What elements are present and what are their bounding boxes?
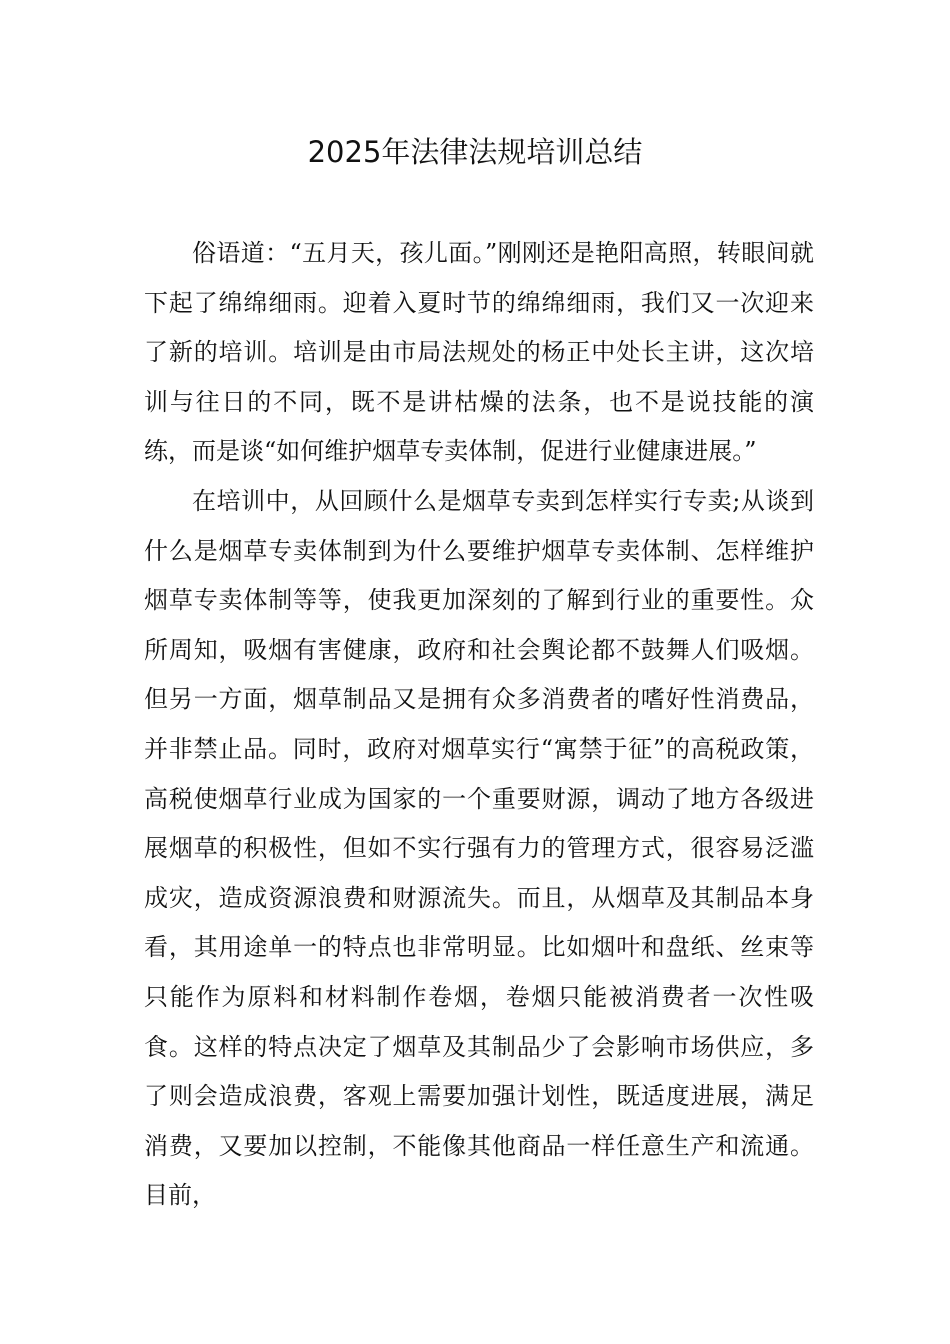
document-body	[144, 229, 814, 1221]
document-title: 2025年法律法规培训总结	[307, 135, 643, 169]
paragraph-1: 俗语道：“五月天，孩儿面。”刚刚还是艳阳高照，转眼间就下起了绵绵细雨。迎着入夏时节的绵绵细雨，我们又一次迎来了新的培训。培训是由市局法规处的杨正中处长主讲，这次培训与往日的不同，既不是讲枯燥的法条，也不是说技能的演练，而是谈“如何维护烟草专卖体制，促进行业健康进展。”	[144, 239, 814, 466]
paragraph-2: 在培训中，从回顾什么是烟草专卖到怎样实行专卖;从谈到什么是烟草专卖体制到为什么要维护烟草专卖体制、怎样维护烟草专卖体制等等，使我更加深刻的了解到行业的重要性。众所周知，吸烟有害健康，政府和社会舆论都不鼓舞人们吸烟。但另一方面，烟草制品又是拥有众多消费者的嗜好性消费品，并非禁止品。同时，政府对烟草实行“寓禁于征”的高税政策，高税使烟草行业成为国家的一个重要财源，调动了地方各级进展烟草的积极性，但如不实行强有力的管理方式，很容易泛滥成灾，造成资源浪费和财源流失。而且，从烟草及其制品本身看，其用途单一的特点也非常明显。比如烟叶和盘纸、丝束等只能作为原料和材料制作卷烟，卷烟只能被消费者一次性吸食。这样的特点决定了烟草及其制品少了会影响市场供应，多了则会造成浪费，客观上需要加强计划性，既适度进展，满足消费，又要加以控制，不能像其他商品一样任意生产和流通。目前，	[144, 486, 814, 1210]
